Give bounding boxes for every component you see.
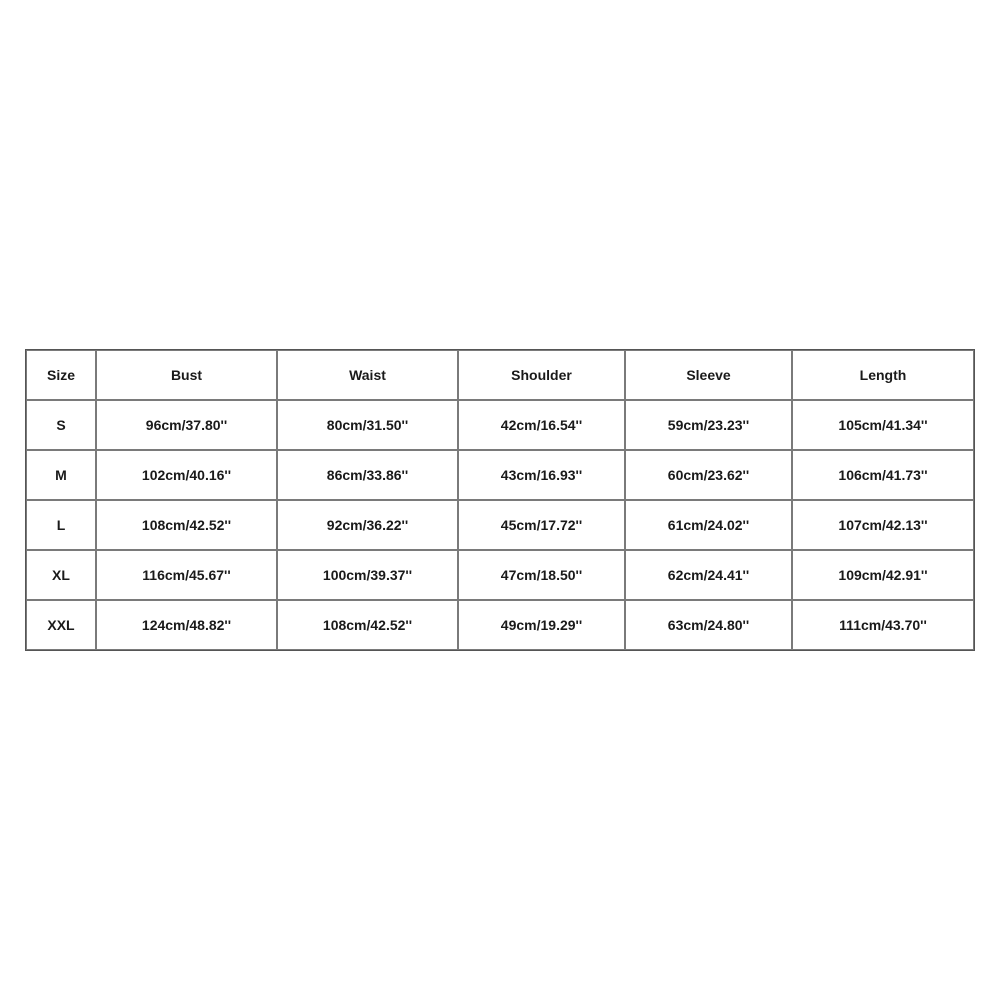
table-row bbox=[26, 400, 974, 450]
header-size: Size bbox=[26, 350, 96, 400]
cell-bust: 124cm/48.82'' bbox=[96, 600, 277, 650]
cell-size: XL bbox=[26, 550, 96, 600]
size-chart-table bbox=[25, 349, 975, 651]
cell-waist: 80cm/31.50'' bbox=[277, 400, 458, 450]
cell-size: M bbox=[26, 450, 96, 500]
cell-size: S bbox=[26, 400, 96, 450]
cell-shoulder: 47cm/18.50'' bbox=[458, 550, 625, 600]
cell-waist: 100cm/39.37'' bbox=[277, 550, 458, 600]
cell-length: 107cm/42.13'' bbox=[792, 500, 974, 550]
table-row bbox=[26, 550, 974, 600]
cell-length: 105cm/41.34'' bbox=[792, 400, 974, 450]
cell-sleeve: 60cm/23.62'' bbox=[625, 450, 792, 500]
cell-length: 106cm/41.73'' bbox=[792, 450, 974, 500]
header-bust: Bust bbox=[96, 350, 277, 400]
header-shoulder: Shoulder bbox=[458, 350, 625, 400]
cell-sleeve: 62cm/24.41'' bbox=[625, 550, 792, 600]
cell-bust: 116cm/45.67'' bbox=[96, 550, 277, 600]
cell-length: 111cm/43.70'' bbox=[792, 600, 974, 650]
cell-bust: 108cm/42.52'' bbox=[96, 500, 277, 550]
cell-shoulder: 42cm/16.54'' bbox=[458, 400, 625, 450]
cell-shoulder: 43cm/16.93'' bbox=[458, 450, 625, 500]
cell-waist: 86cm/33.86'' bbox=[277, 450, 458, 500]
cell-sleeve: 61cm/24.02'' bbox=[625, 500, 792, 550]
cell-size: L bbox=[26, 500, 96, 550]
cell-shoulder: 49cm/19.29'' bbox=[458, 600, 625, 650]
cell-bust: 102cm/40.16'' bbox=[96, 450, 277, 500]
header-length: Length bbox=[792, 350, 974, 400]
cell-waist: 92cm/36.22'' bbox=[277, 500, 458, 550]
header-sleeve: Sleeve bbox=[625, 350, 792, 400]
cell-sleeve: 63cm/24.80'' bbox=[625, 600, 792, 650]
header-row bbox=[26, 350, 974, 400]
table-row bbox=[26, 600, 974, 650]
table-row bbox=[26, 500, 974, 550]
cell-sleeve: 59cm/23.23'' bbox=[625, 400, 792, 450]
header-waist: Waist bbox=[277, 350, 458, 400]
cell-length: 109cm/42.91'' bbox=[792, 550, 974, 600]
cell-bust: 96cm/37.80'' bbox=[96, 400, 277, 450]
cell-shoulder: 45cm/17.72'' bbox=[458, 500, 625, 550]
cell-waist: 108cm/42.52'' bbox=[277, 600, 458, 650]
table-row bbox=[26, 450, 974, 500]
cell-size: XXL bbox=[26, 600, 96, 650]
